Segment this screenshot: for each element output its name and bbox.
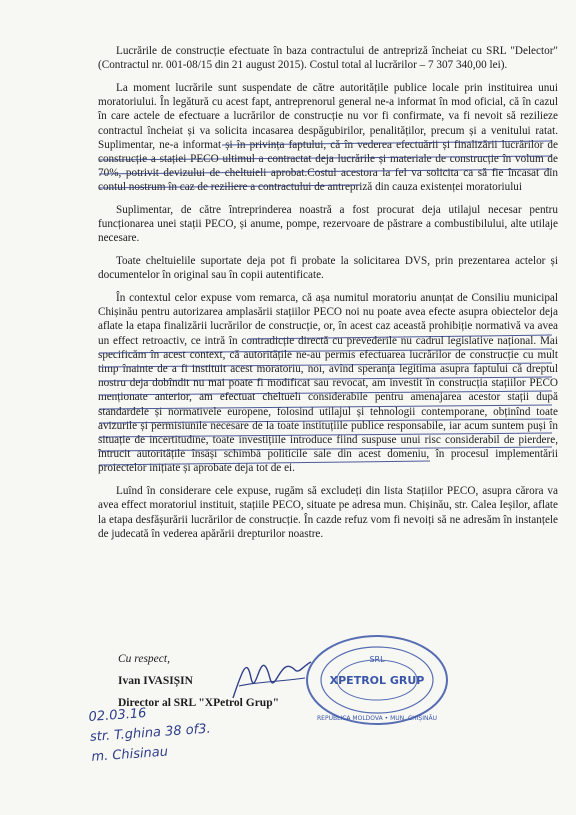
paragraph-request: Luînd în considerare cele expuse, rugăm să excludeți din lista Stațiilor PECO, asupra cărora va avea effect moratoriul instituit, stațiile PECO, situate pe adresa mun. Chișinău, str. Calea Ieșilor, aflate la etapa desfășurării lucrărilor de construcție. În cazde refuz vom fi nevoiți să ne adresăm în instanțele de judecată în vederea apărării drepturilor noastre. [98, 485, 558, 540]
handwritten-notes [88, 700, 213, 768]
paragraph-expenses: Toate cheltuielile suportate deja pot fi probate la solicitarea DVS, prin prezentarea actelor și documentelor în original sau în copii autentificate. [98, 255, 558, 282]
paragraph-context: În contextul celor expuse vom remarca, că așa numitul moratoriu anunțat de Consiliu municipal Chișinău pentru autorizarea amplasării stațiilor PECO noi nu poate avea efecte asupra obiectelor deja aflate la etapa finalizării lucrărilor de construcție, or, în acest caz această prohibiție normativă va avea un effect retroactiv, ce intră în contradicție directă cu prevederile nu cadrul legislative național. Mai specificăm în acest context, că autoritățile ne-au permis efectuarea lucrărilor de construcție cu mult timp înainte de a fi instituit acest moratoriu, noi, avînd speranța legitima asupra faptului că dreptul nostru deja dobîndit nu mai poate fi modificat sau revocat, am investit în construcția stațiilor PECO menționate anterior, am efectuat cheltueli considerabile pentru amenajarea acestor stații după standardele și normativele europene, folosind utilajul și tehnologii contemporane, obținînd toate avizurile și permisiunile necesare de la toate instituțiile publice responsabile, iar acum suntem puși în situație de incertitudine, toate investițiile introduce fiind suspuse unui risc considerabil de pierdere, întrucit autoritățile însăși schimbă politicile sale din acest domeniu, în procesul implementării proiectelor inițiate și aprobate deja tot de ei. [98, 292, 558, 475]
letter-body [98, 44, 558, 550]
signer-title: Director al SRL "XPetrol Grup" [118, 697, 279, 709]
seal-center-text: XPETROL GRUP [329, 674, 425, 687]
paragraph-moratorium: La moment lucrările sunt suspendate de către autoritățile publice locale prin instituirea unui moratoriului. În legătură cu acest fapt, antreprenorul general ne-a informat în mod oficial, că în cazul în care actele de efectuare a lucrărilor de construcție nu vor fi confirmate, va fi nevoit să rezilieze contractul încheiat și va solicita incasarea despăgubirilor, penalităților, precum și a venitului ratat. Suplimentar, ne-a informat și în privința faptului, că în vederea efectuării și finalizării lucrărilor de construcție a stației PECO ultimul a contractat deja lucrările și materiale de construcție în volum de 70%, potrivit devizului de cheltuieli aprobat.Costul acestora la fel va solicita ca să fie încasat din contul nostrum în caz de reziliere a contractului de antrepriză din cauza existenței moratoriului [98, 81, 558, 194]
seal-ring-text: REPUBLICA MOLDOVA • MUN. CHIȘINĂU [317, 715, 437, 722]
handwritten-address: str. T.ghina 38 of3. [89, 721, 212, 745]
handwritten-date: 02.03.16 [88, 705, 147, 725]
signer-name: Ivan IVASIȘIN [118, 675, 193, 687]
seal-top-text: SRL [369, 655, 385, 664]
handwritten-city: m. Chisinau [90, 744, 169, 765]
company-seal [282, 632, 452, 728]
closing-salutation: Cu respect, [118, 653, 170, 665]
paragraph-contract: Lucrările de construcție efectuate în baza contractului de antrepriză încheiat cu SRL "Delector" (Contractul nr. 001-08/15 din 21 august 2015). Costul total al lucrărilor – 7 307 340,00 lei). [98, 45, 558, 72]
paragraph-equipment: Suplimentar, de către întreprinderea noastră a fost procurat deja utilajul necesar pentru funcționarea unei stații PECO, și anume, pompe, rezervoare de păstrare a combustibilului, alte utilaje necesare. [98, 204, 558, 245]
